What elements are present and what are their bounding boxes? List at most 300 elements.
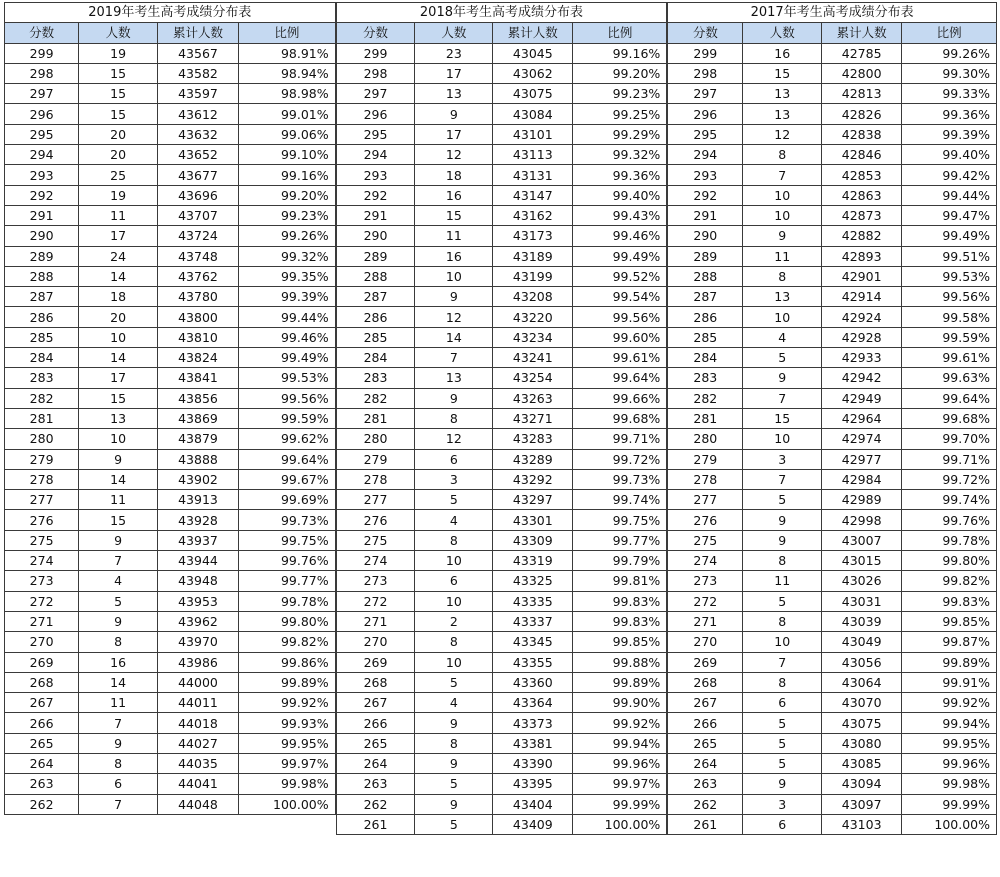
header-cumulative: 累计人数 (157, 23, 238, 43)
cell-score: 283 (336, 368, 415, 388)
cell-count: 7 (743, 388, 822, 408)
cell-count: 17 (79, 226, 158, 246)
cell-score: 277 (5, 490, 79, 510)
cell-ratio: 99.72% (902, 469, 997, 489)
cell-score: 285 (5, 327, 79, 347)
table-row (336, 287, 667, 307)
cell-score: 297 (336, 84, 415, 104)
cell-score: 294 (336, 145, 415, 165)
cell-score: 277 (668, 490, 743, 510)
cell-count: 16 (415, 185, 493, 205)
cell-count: 9 (415, 713, 493, 733)
cell-cumulative: 43345 (493, 632, 573, 652)
cell-score: 296 (336, 104, 415, 124)
cell-cumulative: 43567 (157, 43, 238, 63)
cell-score: 264 (336, 753, 415, 773)
table-row (5, 388, 336, 408)
cell-ratio: 99.94% (573, 733, 667, 753)
cell-score: 286 (336, 307, 415, 327)
cell-score: 292 (668, 185, 743, 205)
table-row (336, 611, 667, 631)
cell-count: 8 (743, 551, 822, 571)
table-row (5, 611, 336, 631)
score-table-0 (4, 2, 336, 815)
cell-cumulative: 42928 (822, 327, 902, 347)
cell-cumulative: 43031 (822, 591, 902, 611)
cell-score: 272 (5, 591, 79, 611)
cell-ratio: 99.16% (573, 43, 667, 63)
cell-count: 18 (79, 287, 158, 307)
cell-score: 283 (668, 368, 743, 388)
cell-cumulative: 43902 (157, 469, 238, 489)
table-row (336, 693, 667, 713)
cell-count: 15 (79, 510, 158, 530)
cell-count: 3 (743, 794, 822, 814)
cell-count: 5 (415, 490, 493, 510)
cell-score: 285 (336, 327, 415, 347)
cell-score: 261 (336, 814, 415, 834)
cell-cumulative: 43070 (822, 693, 902, 713)
cell-cumulative: 42964 (822, 408, 902, 428)
cell-score: 293 (5, 165, 79, 185)
score-distribution-tables (4, 2, 997, 835)
cell-score: 271 (336, 611, 415, 631)
cell-count: 13 (79, 408, 158, 428)
cell-ratio: 99.73% (573, 469, 667, 489)
table-row (5, 205, 336, 225)
table-row (668, 327, 997, 347)
table-row (5, 551, 336, 571)
cell-score: 273 (668, 571, 743, 591)
cell-score: 261 (668, 814, 743, 834)
cell-ratio: 99.46% (573, 226, 667, 246)
cell-score: 263 (5, 774, 79, 794)
table-row (336, 246, 667, 266)
cell-cumulative: 43325 (493, 571, 573, 591)
cell-count: 5 (743, 733, 822, 753)
table-row (668, 632, 997, 652)
cell-ratio: 99.92% (239, 693, 336, 713)
cell-cumulative: 43301 (493, 510, 573, 530)
cell-cumulative: 43824 (157, 348, 238, 368)
cell-ratio: 99.52% (573, 266, 667, 286)
table-row (668, 185, 997, 205)
table-row (5, 266, 336, 286)
table-row (5, 672, 336, 692)
cell-cumulative: 42863 (822, 185, 902, 205)
cell-cumulative: 43094 (822, 774, 902, 794)
table-row (5, 429, 336, 449)
cell-score: 297 (5, 84, 79, 104)
cell-ratio: 99.99% (902, 794, 997, 814)
cell-score: 269 (668, 652, 743, 672)
cell-ratio: 99.64% (573, 368, 667, 388)
cell-count: 8 (415, 733, 493, 753)
cell-score: 264 (668, 753, 743, 773)
cell-ratio: 99.53% (239, 368, 336, 388)
cell-cumulative: 43064 (822, 672, 902, 692)
cell-score: 275 (668, 530, 743, 550)
table-row (668, 814, 997, 834)
table-row (668, 145, 997, 165)
table-row (336, 145, 667, 165)
cell-count: 6 (743, 693, 822, 713)
table-row (668, 368, 997, 388)
table-row (668, 388, 997, 408)
cell-count: 8 (743, 266, 822, 286)
cell-cumulative: 43390 (493, 753, 573, 773)
cell-score: 267 (336, 693, 415, 713)
cell-cumulative: 42901 (822, 266, 902, 286)
cell-count: 6 (79, 774, 158, 794)
cell-ratio: 99.42% (902, 165, 997, 185)
cell-count: 11 (743, 246, 822, 266)
cell-cumulative: 42984 (822, 469, 902, 489)
cell-count: 14 (79, 266, 158, 286)
table-row (336, 713, 667, 733)
cell-ratio: 99.87% (902, 632, 997, 652)
cell-score: 282 (5, 388, 79, 408)
score-table-1 (336, 2, 668, 835)
cell-ratio: 99.97% (239, 753, 336, 773)
cell-cumulative: 43208 (493, 287, 573, 307)
cell-score: 294 (5, 145, 79, 165)
cell-score: 266 (5, 713, 79, 733)
table-row (668, 104, 997, 124)
cell-cumulative: 43986 (157, 652, 238, 672)
table-row (336, 753, 667, 773)
table-row (5, 145, 336, 165)
cell-cumulative: 43263 (493, 388, 573, 408)
cell-count: 10 (743, 632, 822, 652)
table-row (5, 327, 336, 347)
cell-score: 287 (5, 287, 79, 307)
table-row (5, 63, 336, 83)
cell-cumulative: 43944 (157, 551, 238, 571)
cell-ratio: 99.77% (573, 530, 667, 550)
cell-count: 9 (79, 733, 158, 753)
cell-ratio: 99.51% (902, 246, 997, 266)
cell-count: 8 (743, 672, 822, 692)
cell-ratio: 99.20% (573, 63, 667, 83)
table-row (336, 449, 667, 469)
table-row (5, 774, 336, 794)
cell-ratio: 99.82% (239, 632, 336, 652)
cell-count: 10 (415, 551, 493, 571)
cell-cumulative: 43409 (493, 814, 573, 834)
table-row (5, 307, 336, 327)
cell-score: 270 (668, 632, 743, 652)
table-row (336, 124, 667, 144)
cell-score: 262 (336, 794, 415, 814)
cell-cumulative: 43928 (157, 510, 238, 530)
cell-ratio: 99.69% (239, 490, 336, 510)
cell-count: 5 (415, 774, 493, 794)
cell-cumulative: 44000 (157, 672, 238, 692)
cell-count: 9 (415, 753, 493, 773)
cell-count: 9 (79, 449, 158, 469)
table-row (668, 165, 997, 185)
cell-count: 10 (79, 327, 158, 347)
cell-score: 284 (336, 348, 415, 368)
cell-count: 8 (743, 145, 822, 165)
cell-count: 5 (415, 814, 493, 834)
cell-cumulative: 42846 (822, 145, 902, 165)
cell-count: 24 (79, 246, 158, 266)
cell-cumulative: 43335 (493, 591, 573, 611)
cell-ratio: 99.39% (239, 287, 336, 307)
cell-score: 263 (668, 774, 743, 794)
cell-score: 271 (5, 611, 79, 631)
cell-ratio: 99.78% (902, 530, 997, 550)
cell-score: 288 (336, 266, 415, 286)
header-cumulative: 累计人数 (822, 23, 902, 43)
cell-count: 17 (79, 368, 158, 388)
cell-count: 8 (415, 408, 493, 428)
table-row (5, 185, 336, 205)
table-row (668, 713, 997, 733)
cell-score: 296 (5, 104, 79, 124)
cell-score: 266 (668, 713, 743, 733)
table-row (5, 165, 336, 185)
cell-cumulative: 42974 (822, 429, 902, 449)
cell-ratio: 99.71% (902, 449, 997, 469)
table-row (668, 266, 997, 286)
table-row (668, 449, 997, 469)
cell-score: 275 (5, 530, 79, 550)
cell-score: 290 (5, 226, 79, 246)
cell-score: 299 (668, 43, 743, 63)
cell-cumulative: 43364 (493, 693, 573, 713)
cell-count: 8 (79, 753, 158, 773)
cell-score: 271 (668, 611, 743, 631)
table-row (668, 469, 997, 489)
cell-score: 267 (5, 693, 79, 713)
cell-ratio: 99.60% (573, 327, 667, 347)
cell-cumulative: 44018 (157, 713, 238, 733)
cell-score: 279 (5, 449, 79, 469)
cell-count: 16 (79, 652, 158, 672)
cell-cumulative: 42933 (822, 348, 902, 368)
cell-ratio: 99.96% (902, 753, 997, 773)
cell-count: 15 (743, 63, 822, 83)
table-row (336, 205, 667, 225)
table-row (336, 63, 667, 83)
cell-count: 15 (79, 63, 158, 83)
cell-ratio: 99.35% (239, 266, 336, 286)
cell-count: 20 (79, 307, 158, 327)
cell-count: 9 (743, 530, 822, 550)
table-row (5, 794, 336, 814)
table-row (336, 185, 667, 205)
table-row (5, 469, 336, 489)
cell-score: 263 (336, 774, 415, 794)
cell-cumulative: 43395 (493, 774, 573, 794)
table-row (5, 713, 336, 733)
cell-ratio: 99.82% (902, 571, 997, 591)
table-row (668, 794, 997, 814)
cell-count: 5 (743, 348, 822, 368)
cell-count: 11 (743, 571, 822, 591)
cell-count: 15 (79, 104, 158, 124)
cell-ratio: 99.64% (902, 388, 997, 408)
cell-ratio: 99.32% (239, 246, 336, 266)
cell-ratio: 99.85% (573, 632, 667, 652)
cell-score: 268 (668, 672, 743, 692)
cell-ratio: 99.89% (573, 672, 667, 692)
cell-count: 17 (415, 124, 493, 144)
cell-count: 7 (743, 165, 822, 185)
cell-cumulative: 43360 (493, 672, 573, 692)
table-row (668, 43, 997, 63)
cell-count: 2 (415, 611, 493, 631)
cell-score: 293 (668, 165, 743, 185)
cell-ratio: 99.33% (902, 84, 997, 104)
cell-score: 277 (336, 490, 415, 510)
cell-score: 273 (336, 571, 415, 591)
cell-cumulative: 43696 (157, 185, 238, 205)
cell-ratio: 98.94% (239, 63, 336, 83)
cell-ratio: 99.54% (573, 287, 667, 307)
cell-score: 292 (336, 185, 415, 205)
cell-cumulative: 42873 (822, 205, 902, 225)
cell-cumulative: 43612 (157, 104, 238, 124)
table-row (336, 652, 667, 672)
cell-score: 285 (668, 327, 743, 347)
cell-count: 6 (743, 814, 822, 834)
cell-ratio: 99.92% (573, 713, 667, 733)
cell-count: 7 (79, 794, 158, 814)
cell-ratio: 99.06% (239, 124, 336, 144)
header-score: 分数 (5, 23, 79, 43)
cell-ratio: 99.93% (239, 713, 336, 733)
cell-ratio: 99.74% (902, 490, 997, 510)
cell-score: 291 (5, 205, 79, 225)
cell-score: 295 (668, 124, 743, 144)
cell-ratio: 99.40% (573, 185, 667, 205)
cell-ratio: 99.44% (902, 185, 997, 205)
table-row (5, 408, 336, 428)
cell-cumulative: 43780 (157, 287, 238, 307)
cell-cumulative: 43220 (493, 307, 573, 327)
cell-cumulative: 44041 (157, 774, 238, 794)
cell-cumulative: 42989 (822, 490, 902, 510)
table-row (668, 611, 997, 631)
cell-cumulative: 43841 (157, 368, 238, 388)
cell-cumulative: 43937 (157, 530, 238, 550)
cell-ratio: 99.94% (902, 713, 997, 733)
cell-cumulative: 43309 (493, 530, 573, 550)
cell-count: 9 (743, 774, 822, 794)
table-row (5, 652, 336, 672)
cell-ratio: 99.78% (239, 591, 336, 611)
cell-cumulative: 43289 (493, 449, 573, 469)
cell-ratio: 99.97% (573, 774, 667, 794)
cell-count: 14 (79, 672, 158, 692)
table-row (336, 307, 667, 327)
cell-cumulative: 43103 (822, 814, 902, 834)
header-score: 分数 (336, 23, 415, 43)
cell-score: 290 (336, 226, 415, 246)
cell-count: 19 (79, 43, 158, 63)
cell-score: 288 (668, 266, 743, 286)
cell-cumulative: 43199 (493, 266, 573, 286)
cell-score: 276 (336, 510, 415, 530)
table-row (5, 43, 336, 63)
cell-count: 10 (743, 429, 822, 449)
table-row (668, 124, 997, 144)
cell-score: 268 (336, 672, 415, 692)
table-row (5, 591, 336, 611)
cell-ratio: 99.49% (239, 348, 336, 368)
cell-cumulative: 43254 (493, 368, 573, 388)
cell-count: 9 (743, 226, 822, 246)
table-row (668, 733, 997, 753)
cell-cumulative: 43173 (493, 226, 573, 246)
table-row (5, 124, 336, 144)
cell-count: 7 (743, 652, 822, 672)
cell-score: 280 (5, 429, 79, 449)
table-row (336, 368, 667, 388)
table-row (5, 632, 336, 652)
cell-score: 293 (336, 165, 415, 185)
table-row (668, 652, 997, 672)
cell-ratio: 99.36% (902, 104, 997, 124)
cell-cumulative: 43582 (157, 63, 238, 83)
cell-ratio: 99.79% (573, 551, 667, 571)
cell-count: 12 (743, 124, 822, 144)
table-title: 2018年考生高考成绩分布表 (336, 3, 667, 23)
cell-count: 10 (743, 185, 822, 205)
cell-count: 10 (415, 266, 493, 286)
cell-cumulative: 42914 (822, 287, 902, 307)
cell-ratio: 99.76% (239, 551, 336, 571)
cell-count: 16 (415, 246, 493, 266)
cell-cumulative: 43084 (493, 104, 573, 124)
cell-cumulative: 43283 (493, 429, 573, 449)
table-row (336, 632, 667, 652)
cell-score: 281 (5, 408, 79, 428)
cell-ratio: 98.91% (239, 43, 336, 63)
cell-ratio: 99.20% (239, 185, 336, 205)
cell-cumulative: 42977 (822, 449, 902, 469)
cell-ratio: 99.47% (902, 205, 997, 225)
cell-cumulative: 43147 (493, 185, 573, 205)
cell-count: 5 (415, 672, 493, 692)
cell-cumulative: 43097 (822, 794, 902, 814)
header-ratio: 比例 (573, 23, 667, 43)
cell-cumulative: 43015 (822, 551, 902, 571)
cell-ratio: 99.88% (573, 652, 667, 672)
cell-cumulative: 43381 (493, 733, 573, 753)
table-row (668, 84, 997, 104)
cell-score: 295 (5, 124, 79, 144)
cell-ratio: 99.67% (239, 469, 336, 489)
cell-cumulative: 42998 (822, 510, 902, 530)
table-row (668, 205, 997, 225)
cell-count: 4 (415, 693, 493, 713)
cell-ratio: 99.96% (573, 753, 667, 773)
cell-ratio: 99.80% (239, 611, 336, 631)
cell-score: 286 (668, 307, 743, 327)
cell-ratio: 99.16% (239, 165, 336, 185)
cell-ratio: 99.59% (239, 408, 336, 428)
cell-score: 275 (336, 530, 415, 550)
score-table-2 (667, 2, 997, 835)
cell-ratio: 99.89% (239, 672, 336, 692)
table-row (668, 693, 997, 713)
cell-score: 272 (336, 591, 415, 611)
